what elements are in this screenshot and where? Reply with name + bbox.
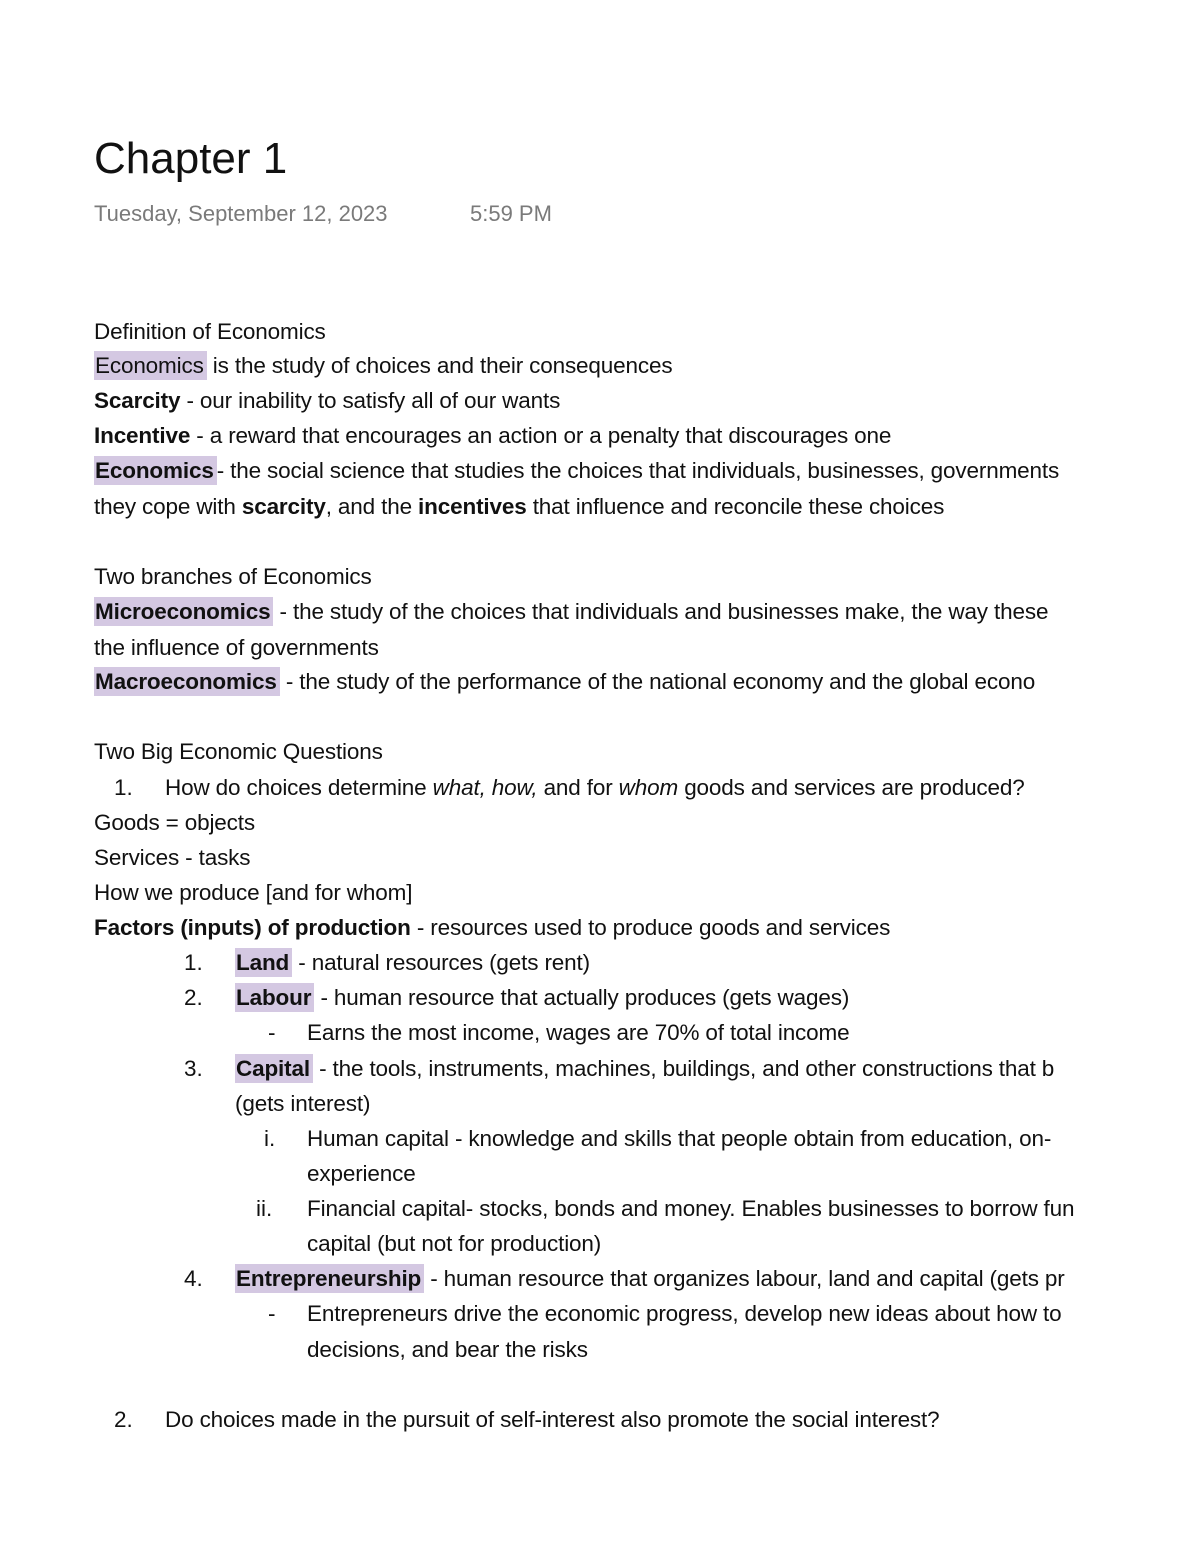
roman-numeral: ii. bbox=[256, 1196, 273, 1221]
scarcity-text: - our inability to satisfy all of our wants bbox=[180, 388, 561, 413]
labour-line bbox=[235, 983, 849, 1013]
list-number: 3. bbox=[184, 1056, 203, 1081]
services-line: Services - tasks bbox=[94, 845, 251, 870]
entrepreneurship-term: Entrepreneurship bbox=[235, 1264, 424, 1293]
capital-line-2: (gets interest) bbox=[235, 1091, 371, 1116]
list-number: 2. bbox=[114, 1407, 133, 1432]
goods-line: Goods = objects bbox=[94, 810, 255, 835]
capital-text: - the tools, instruments, machines, buildings, and other constructions that b bbox=[312, 1056, 1055, 1081]
macroeconomics-line bbox=[94, 667, 1035, 697]
scarcity-term: Scarcity bbox=[94, 388, 181, 413]
financial-capital-line-2: capital (but not for production) bbox=[307, 1231, 602, 1256]
page-title: Chapter 1 bbox=[94, 134, 288, 183]
text-fragment: , and the bbox=[325, 494, 419, 519]
italic-fragment: whom bbox=[618, 775, 679, 800]
dash-bullet: - bbox=[268, 1301, 276, 1326]
land-line bbox=[235, 948, 590, 978]
labour-term: Labour bbox=[235, 983, 314, 1012]
macroeconomics-term: Macroeconomics bbox=[94, 667, 280, 696]
text-fragment: goods and services are produced? bbox=[678, 775, 1025, 800]
italic-fragment: what, how, bbox=[432, 775, 538, 800]
entrepreneurship-sub-line-2: decisions, and bear the risks bbox=[307, 1337, 588, 1362]
factors-text: - resources used to produce goods and services bbox=[410, 915, 891, 940]
incentive-text: - a reward that encourages an action or a penalty that discourages one bbox=[190, 423, 892, 448]
list-number: 4. bbox=[184, 1266, 203, 1291]
economics-social-science-line-2 bbox=[94, 492, 944, 522]
capital-line bbox=[235, 1054, 1054, 1084]
incentives-bold: incentives bbox=[418, 494, 527, 519]
question-2: Do choices made in the pursuit of self-interest also promote the social interest? bbox=[165, 1407, 940, 1432]
economics-social-science-line bbox=[94, 456, 1059, 486]
microeconomics-term: Microeconomics bbox=[94, 597, 273, 626]
branches-heading: Two branches of Economics bbox=[94, 564, 372, 589]
list-number: 1. bbox=[114, 775, 133, 800]
text-fragment: and for bbox=[537, 775, 619, 800]
entrepreneurship-text: - human resource that organizes labour, land and capital (gets pr bbox=[424, 1266, 1065, 1291]
text-fragment: that influence and reconcile these choices bbox=[526, 494, 945, 519]
factors-term: Factors (inputs) of production bbox=[94, 915, 411, 940]
list-number: 2. bbox=[184, 985, 203, 1010]
financial-capital-line: Financial capital- stocks, bonds and money. Enables businesses to borrow fun bbox=[307, 1196, 1075, 1221]
land-text: - natural resources (gets rent) bbox=[292, 950, 590, 975]
economics-social-science-text: - the social science that studies the choices that individuals, businesses, governments bbox=[216, 458, 1060, 483]
entrepreneurship-sub-line: Entrepreneurs drive the economic progress, develop new ideas about how to bbox=[307, 1301, 1062, 1326]
text-fragment: How do choices determine bbox=[165, 775, 433, 800]
land-term: Land bbox=[235, 948, 292, 977]
dash-bullet: - bbox=[268, 1020, 276, 1045]
roman-numeral: i. bbox=[264, 1126, 276, 1151]
human-capital-line: Human capital - knowledge and skills that people obtain from education, on- bbox=[307, 1126, 1052, 1151]
incentive-term: Incentive bbox=[94, 423, 191, 448]
labour-text: - human resource that actually produces (gets wages) bbox=[314, 985, 850, 1010]
microeconomics-text: - the study of the choices that individuals and businesses make, the way these bbox=[273, 599, 1049, 624]
scarcity-line bbox=[94, 386, 560, 416]
economics-text: is the study of choices and their consequences bbox=[206, 353, 673, 378]
scarcity-bold: scarcity bbox=[241, 494, 326, 519]
microeconomics-line-2: the influence of governments bbox=[94, 635, 379, 660]
economics-definition-line bbox=[94, 351, 672, 381]
microeconomics-line bbox=[94, 597, 1048, 627]
how-we-produce-line: How we produce [and for whom] bbox=[94, 880, 413, 905]
human-capital-line-2: experience bbox=[307, 1161, 416, 1186]
page-time: 5:59 PM bbox=[470, 201, 552, 226]
factors-line bbox=[94, 913, 890, 943]
entrepreneurship-line bbox=[235, 1264, 1065, 1294]
text-fragment: they cope with bbox=[94, 494, 242, 519]
labour-sub-line: Earns the most income, wages are 70% of total income bbox=[307, 1020, 850, 1045]
incentive-line bbox=[94, 421, 891, 451]
macroeconomics-text: - the study of the performance of the national economy and the global econo bbox=[279, 669, 1036, 694]
page-date: Tuesday, September 12, 2023 bbox=[94, 201, 388, 226]
question-1 bbox=[165, 773, 1025, 803]
capital-term: Capital bbox=[235, 1054, 313, 1083]
economics-term-2: Economics bbox=[94, 456, 217, 485]
questions-heading: Two Big Economic Questions bbox=[94, 739, 383, 764]
economics-term: Economics bbox=[94, 351, 207, 380]
list-number: 1. bbox=[184, 950, 203, 975]
definition-heading: Definition of Economics bbox=[94, 319, 326, 344]
